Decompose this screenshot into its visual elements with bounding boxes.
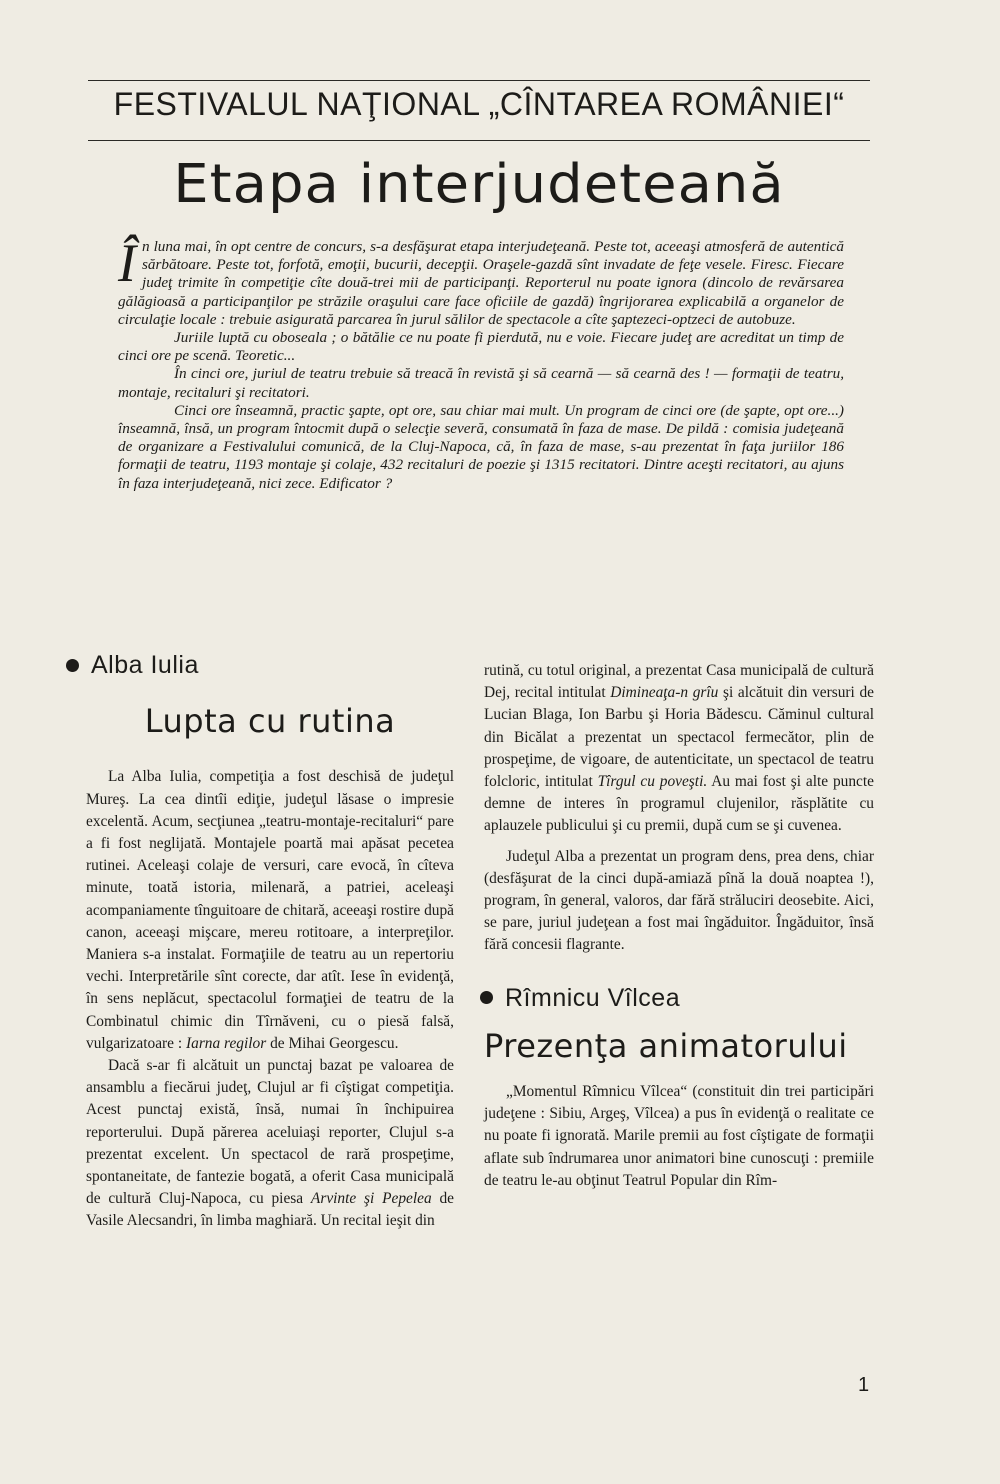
left-column — [86, 650, 454, 1233]
intro-text — [118, 233, 844, 493]
section-location-alba: Alba Iulia — [91, 651, 199, 679]
play-title-2: Arvinte şi Pepelea — [310, 1190, 432, 1208]
alba-cont-paragraph-1 — [484, 660, 874, 838]
header-rule-bottom — [88, 140, 870, 141]
right-column — [484, 660, 874, 1192]
folk-show-title: Tîrgul cu poveşti. — [597, 773, 708, 791]
article-title-rimnicu: Prezenţa animatorului — [484, 1026, 848, 1065]
page-title: Etapa interjudeteană — [173, 153, 785, 216]
alba-paragraph-2-end: de Vasile Alecsandri, în limba maghiară. Un recital ieşit din — [86, 1190, 455, 1230]
bullet-icon — [66, 659, 79, 672]
recital-title: Dimineaţa-n grîu — [610, 684, 719, 702]
festival-header: FESTIVALUL NAŢIONAL „CÎNTAREA ROMÂNIEI“ — [113, 86, 845, 122]
section-location-rimnicu: Rîmnicu Vîlcea — [505, 983, 681, 1012]
intro-paragraph-3: În cinci ore, juriul de teatru trebuie să treacă în revistă şi să cearnă — să cearnă des ! — formaţii de teatru, montaje, recitaluri şi recitatori. — [118, 365, 844, 401]
article-title-alba: Lupta cu rutina — [144, 702, 396, 741]
intro-paragraph-1 — [118, 233, 844, 329]
intro-paragraph-2: Juriile luptă cu oboseala ; o bătălie ce nu poate fi pierdută, nu e voie. Fiecare judeţ are acreditat un timp de cinci ore pe scenă. Teoretic... — [118, 329, 844, 365]
intro-paragraph-1-text: n luna mai, în opt centre de concurs, s-a desfăşurat etapa interjudeţeană. Peste tot, aceeaşi atmosferă de autentică sărbătoare. Peste tot, forfotă, emoţii, bucurii, decepţii. Oraşele-gazdă sînt invadate de feţe vesele. Firesc. Fiecare judeţ trimite în competiţie cîte două-trei mii de participanţi. Reporterul nu poate ignora (dincolo de revărsarea gălăgioasă a participanţilor pe străzile oraşului care face oficiile de gazdă) îngrijorarea explicabilă a organelor de circulaţie locale : trebuie asigurată parcarea în jurul sălilor de spectacole a cîte şaptezeci-optzeci de autobuze. — [118, 238, 844, 328]
page-number: 1 — [858, 1374, 870, 1396]
alba-paragraph-1 — [86, 766, 454, 1055]
drop-cap: Î — [118, 233, 136, 293]
section-heading-alba — [66, 651, 454, 679]
section-heading-rimnicu — [480, 983, 874, 1012]
alba-cont-text-3: Au mai fost şi alte puncte demne de interes în programul clujenilor, răsplătite cu aplauzele publicului şi cu premii, după cum se şi cuvenea. — [484, 773, 874, 835]
alba-paragraph-2-text: Dacă s-ar fi alcătuit un punctaj bazat pe valoarea de ansamblu a fiecărui judeţ, Clujul ar fi cîştigat competiţia. Acest punctaj există, însă, numai în închipuirea reporterului. După părerea aceluiaşi reporter, Clujul s-a prezentat excelent. Un spectacol de rară prospeţime, spontaneitate, de fantezie bogată, a oferit Casa municipală de cultură Cluj-Napoca, cu piesa — [86, 1057, 454, 1208]
alba-cont-text-1: rutină, cu totul original, a prezentat Casa municipală de cultură Dej, recital intitulat — [484, 662, 874, 702]
header-rule-top — [88, 80, 870, 81]
intro-paragraph-4: Cinci ore înseamnă, practic şapte, opt ore, sau chiar mai mult. Un program de cinci ore (de şapte, opt ore...) înseamnă, însă, un program întocmit după o selecţie severă, consumată în faza de mase. De pildă : comisia judeţeană de organizare a Festivalului comunică, de la Cluj-Napoca, că, în faza de mase, s-au prezentat în faţa juriilor 186 formaţii de teatru, 1193 montaje şi colaje, 432 recitaluri de poezie şi 1315 recitatori. Dintre aceşti recitatori, au ajuns în faza interjudeţeană, nici zece. Edificator ? — [118, 401, 844, 492]
alba-paragraph-1-text: La Alba Iulia, competiţia a fost deschisă de judeţul Mureş. La cea dintîi ediţie, judeţul lăsase o impresie excelentă. Acum, secţiunea „teatru-montaje-recitaluri“ pare a fi fost neglijată. Montajele poartă mai apăsat pecetea rutinei. Aceleaşi colaje de versuri, care evocă, în cîteva minute, toată istoria, milenară, a patriei, aceleaşi acompaniamente tînguitoare de chitară, aceeaşi rostire după canon, aceeaşi mişcare, mereu rotitoare, a interpreţilor. Maniera s-a instalat. Formaţiile de teatru au un repertoriu vechi. Interpretările sînt corecte, dar atît. Iese în evidenţă, în sens neplăcut, spectacolul formaţiei de teatru de la Combinatul chimic din Tîrnăveni, cu o piesă falsă, vulgarizatoare : — [86, 768, 454, 1052]
alba-paragraph-2 — [86, 1055, 454, 1233]
alba-cont-paragraph-2: Judeţul Alba a prezentat un program dens, prea dens, chiar (desfăşurat de la cinci după-amiază pînă la două noaptea !), program, în general, valoros, dar fără străluciri deosebite. Aici, se pare, juriul judeţean a fost mai îngăduitor. Îngăduitor, însă fără concesii flagrante. — [484, 847, 874, 954]
rimnicu-paragraph-1: „Momentul Rîmnicu Vîlcea“ (constituit din trei participări judeţene : Sibiu, Argeş, Vîlcea) a pus în evidenţă o realitate ce nu poate fi ignorată. Marile premii au fost cîştigate de formaţii aflate sub îndrumarea unor animatori bine cunoscuţi : premiile de teatru le-au obţinut Teatrul Popular din Rîm- — [484, 1083, 874, 1189]
play-title-1: Iarna regilor — [186, 1034, 267, 1052]
bullet-icon — [480, 991, 493, 1004]
alba-paragraph-1-end: de Mihai Georgescu. — [266, 1034, 399, 1052]
alba-cont-text-2: şi alcătuit din versuri de Lucian Blaga, Ion Barbu şi Horia Bădescu. Căminul cultural din Bicălat a prezentat un spectacol fermecător, plin de prospeţime, de vigoare, de autenticitate, un spectacol de teatru folcloric, intitulat — [484, 684, 874, 791]
